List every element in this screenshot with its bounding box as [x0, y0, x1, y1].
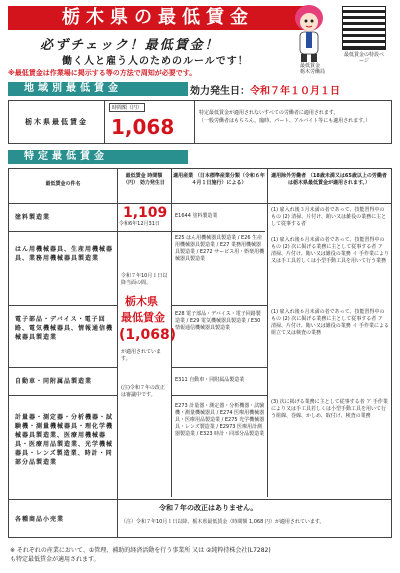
notice-text: ※最低賃金は作業場に掲示する等の方法で周知が必要です。	[8, 69, 197, 77]
footnote-line-1: ※ それぞれの産業において、①管理、補助的経済活動を行う事業所 又は ②純粋持株会社(L7282)	[10, 547, 271, 554]
specific-wage-table	[8, 168, 392, 538]
row-exclusion-machinery: (1) 雇入れ後６月未満の者であって、技能習得中のもの (2) 次に掲げる業務に主として従事する者 ア 清掃、片付け、賄い又は雑役の業務 イ 手作業により又は手工具若しくは小型手動工具を用いて行う業務	[271, 237, 389, 264]
row-name-machinery: はん用機械器具、生産用機械器具、業務用機械器具製造業	[15, 246, 114, 262]
regional-notes	[199, 109, 370, 125]
row-industry-instruments: E273 計量器・測定器・分析機器・試験機・測量機械器具 / E274 医療用機械器具・医療用品製造業 / E275 光学機械器具・レンズ製造業 / E2973 医療用計測器製造業 / E323 時計・同部分品製造業	[175, 403, 265, 437]
row-divider	[9, 203, 391, 204]
regional-note-1: 特定最低賃金が適用されないすべての労働者に適用されます。	[199, 110, 339, 116]
header-wage: 最低賃金 時間額（円） 効力発生日	[123, 173, 165, 186]
merged-wage-note: (注)令和７年の改正は審議中です。	[121, 385, 165, 398]
mascot-illustration	[288, 2, 330, 64]
row-date-paint: 令和6年12月31日	[119, 221, 160, 227]
header-exclusion: 適用除外労働者 （18歳未満又は65歳以上の労働者は栃木県最低賃金が適用されます。）	[271, 173, 387, 186]
merged-wage-value: (1,068)	[119, 327, 177, 343]
header-industry: 適用産業 （日本標準産業分類（令和６年４月１日施行）による）	[173, 173, 265, 186]
row-divider	[171, 395, 267, 396]
tagline-sub: 働く人と雇う人のためのルールです！	[62, 56, 249, 67]
row-name-instruments: 計量器・測定器・分析機器・試験機・測量機械器具・理化学機械器具製造業、医療用機械器具・医療用品製造業、光学機械器具・レンズ製造業、時計・同部分品製造業	[15, 414, 114, 466]
tagline-main: 必ずチェック！最低賃金！	[40, 38, 220, 53]
hourly-label: 時間額（円）	[109, 103, 145, 112]
row-industry-machinery: E25 はん用機械器具製造業 / E26 生産用機械器具製造業 / E27 業務用機械器具製造業 / E272 サービス用・娯楽用機械器具製造業	[175, 235, 265, 262]
row-divider	[171, 305, 267, 306]
row-exclusion-instruments: (3) 次に掲げる業務に主として従事する者 ア 手作業により又は手工具若しくは小型手動工具を用いて行う組線、巻線、かしめ、取付け、検査の業務	[271, 399, 388, 419]
row-divider	[9, 305, 117, 306]
row-divider	[9, 367, 117, 368]
row-exclusion-paint: (1) 雇入れ後３月未満の者であって、技能習得中のもの (2) 清掃、片付け、賄い又は雑役の業務に主として従事する者	[271, 207, 387, 227]
page-title: 栃木県の最低賃金	[8, 6, 308, 30]
footnote	[10, 546, 271, 564]
row-divider	[9, 231, 265, 232]
effective-date: 令和７年１０月１日	[250, 86, 340, 97]
mascot-caption: 最低賃金	[300, 63, 321, 69]
regional-section-bar: 地域別最低賃金	[8, 82, 188, 96]
regional-hourly-value: 1,068	[111, 115, 175, 139]
regional-wage-table	[8, 100, 392, 144]
row-industry-electronics: E28 電子部品・デバイス・電子回路製造業 / E29 電気機械器具製造業 / E30 情報通信機械器具製造業	[175, 311, 261, 331]
row-wage-paint: 1,109	[123, 205, 168, 221]
specific-section-bar: 特定最低賃金	[8, 150, 188, 164]
merged-wage-text-4: が適用されています。	[121, 349, 162, 362]
row-name-auto: 自動車・同附属品製造業	[15, 378, 93, 385]
row-industry-paint: E1644 塗料製造業	[175, 213, 218, 219]
qr-code-icon[interactable]	[342, 6, 386, 50]
col-divider	[267, 169, 268, 497]
row-note-retail: 令和７年の改正はありません。	[159, 504, 258, 512]
row-industry-auto: E311 自動車・同附属品製造業	[175, 377, 245, 383]
merged-wage-label: 最低賃金	[121, 311, 165, 324]
effective-label: 効力発生日：	[190, 86, 250, 97]
mascot-caption-org: 栃木労働局	[300, 69, 326, 75]
row-name-paint: 塗料製造業	[15, 214, 51, 221]
row-name-retail: 各種商品小売業	[15, 516, 65, 523]
merged-wage-pref: 栃木県	[125, 295, 158, 308]
row-note2-retail: （注）令和７年10月１日以降、栃木県最低賃金（時間額 1,068 円）が適用されています。	[121, 519, 325, 525]
qr-caption: 最低賃金の特設ページ	[343, 52, 384, 64]
effective-date-line	[190, 82, 340, 97]
row-divider	[171, 367, 267, 368]
header-name: 最低賃金の件名	[45, 181, 81, 187]
row-exclusion-electronics: (1) 雇入れ後６月未満の者であって、技能習得中のもの (2) 次に掲げる業務に主として従事する者 ア 清掃、片付け、賄い又は雑役の業務 イ 手作業による組立て又は検査の業務	[271, 309, 389, 336]
row-name-electronics: 電子部品・デバイス・電子回路、電気機械器具、情報通信機械器具製造業	[15, 316, 114, 341]
footnote-line-2: も特定最低賃金が適用されます。	[10, 556, 100, 563]
row-divider	[9, 499, 391, 500]
regional-note-2: （一般労働者はもちろん、臨時、パート、アルバイト等にも適用されます。）	[199, 118, 371, 124]
merged-wage-text-1: 令和７年10月１日以降当面の間、	[121, 273, 168, 286]
row-divider	[9, 395, 117, 396]
regional-wage-name: 栃木県最低賃金	[9, 101, 105, 143]
col-divider	[117, 169, 118, 537]
regional-wage-cell	[105, 101, 195, 143]
